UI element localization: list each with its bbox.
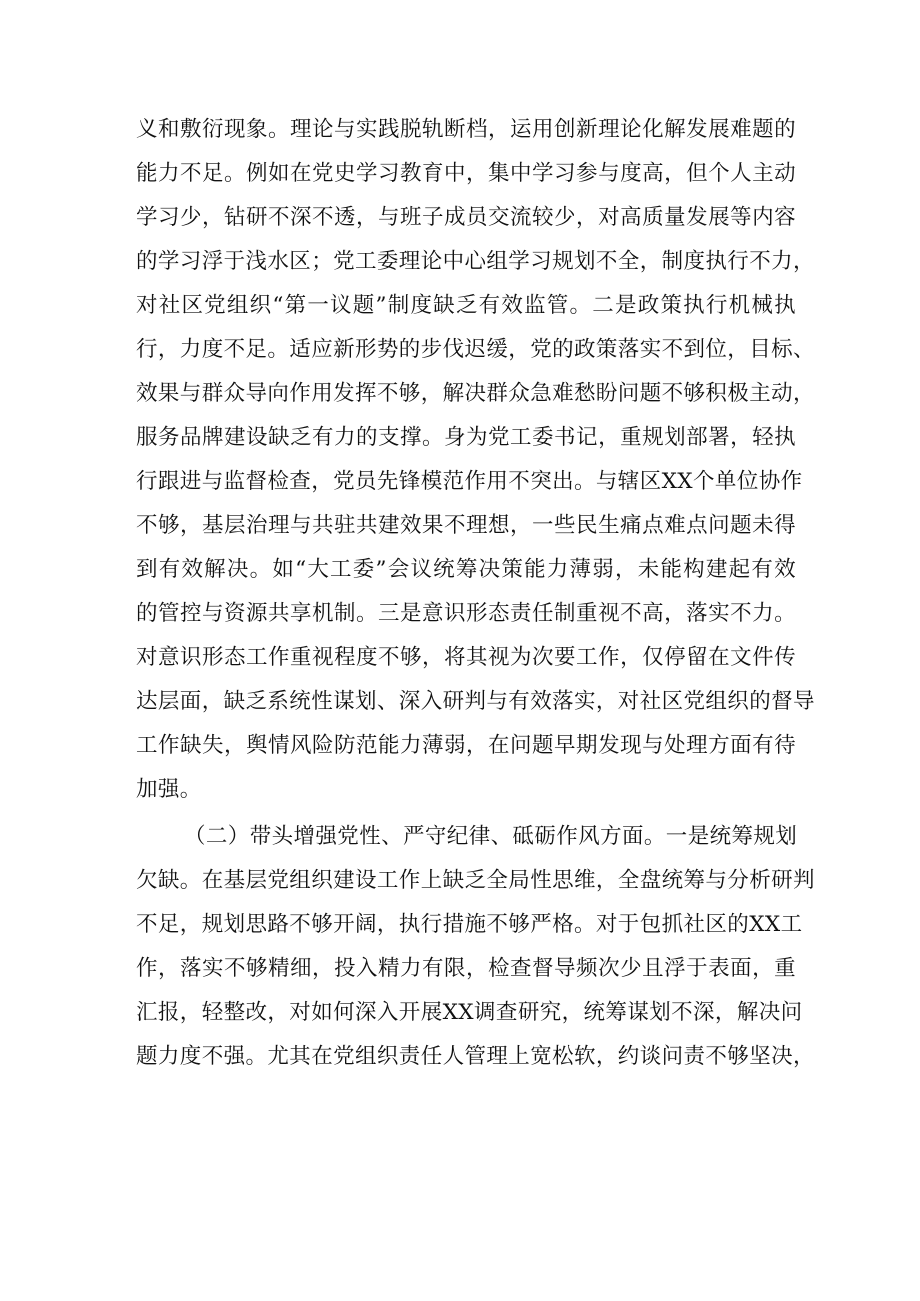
text-line: 工作缺失，舆情风险防范能力薄弱，在问题早期发现与处理方面有待: [136, 733, 796, 758]
text-line: 效果与群众导向作用发挥不够，解决群众急难愁盼问题不够积极主动，: [136, 381, 815, 406]
text-line: 义和敷衍现象。理论与实践脱轨断档，运用创新理论化解发展难题的: [136, 117, 796, 142]
text-line: 能力不足。例如在党史学习教育中，集中学习参与度高，但个人主动: [136, 161, 796, 186]
text-line: 不足，规划思路不够开阔，执行措施不够严格。对于包抓社区的XX工: [136, 912, 803, 937]
text-line: 的管控与资源共享机制。三是意识形态责任制重视不高，落实不力。: [136, 601, 796, 626]
text-line: 到有效解决。如“大工委”会议统筹决策能力薄弱，未能构建起有效: [136, 557, 796, 582]
text-line: 题力度不强。尤其在党组织责任人管理上宽松软，约谈问责不够坚决，: [136, 1044, 815, 1069]
text-line-indented: （二）带头增强党性、严守纪律、砥砺作风方面。一是统筹规划: [184, 824, 798, 849]
text-line: 作，落实不够精细，投入精力有限，检查督导频次少且浮于表面，重: [136, 956, 796, 981]
text-line: 不够，基层治理与共驻共建效果不理想，一些民生痛点难点问题未得: [136, 513, 796, 538]
text-line: 服务品牌建设缺乏有力的支撑。身为党工委书记，重规划部署，轻执: [136, 425, 796, 450]
text-line: 达层面，缺乏系统性谋划、深入研判与有效落实，对社区党组织的督导: [136, 689, 815, 714]
text-line: 对社区党组织“第一议题”制度缺乏有效监管。二是政策执行机械执: [136, 293, 796, 318]
text-line: 学习少，钻研不深不透，与班子成员交流较少，对高质量发展等内容: [136, 205, 796, 230]
text-line: 欠缺。在基层党组织建设工作上缺乏全局性思维，全盘统筹与分析研判: [136, 868, 815, 893]
text-line: 对意识形态工作重视程度不够，将其视为次要工作，仅停留在文件传: [136, 645, 796, 670]
text-line: 行跟进与监督检查，党员先锋模范作用不突出。与辖区XX个单位协作: [136, 469, 803, 494]
text-line: 行，力度不足。适应新形势的步伐迟缓，党的政策落实不到位，目标、: [136, 337, 815, 362]
text-line: 的学习浮于浅水区；党工委理论中心组学习规划不全，制度执行不力，: [136, 249, 815, 274]
text-line: 汇报，轻整改，对如何深入开展XX调查研究，统筹谋划不深，解决问: [136, 1000, 803, 1025]
text-line: 加强。: [136, 777, 202, 802]
